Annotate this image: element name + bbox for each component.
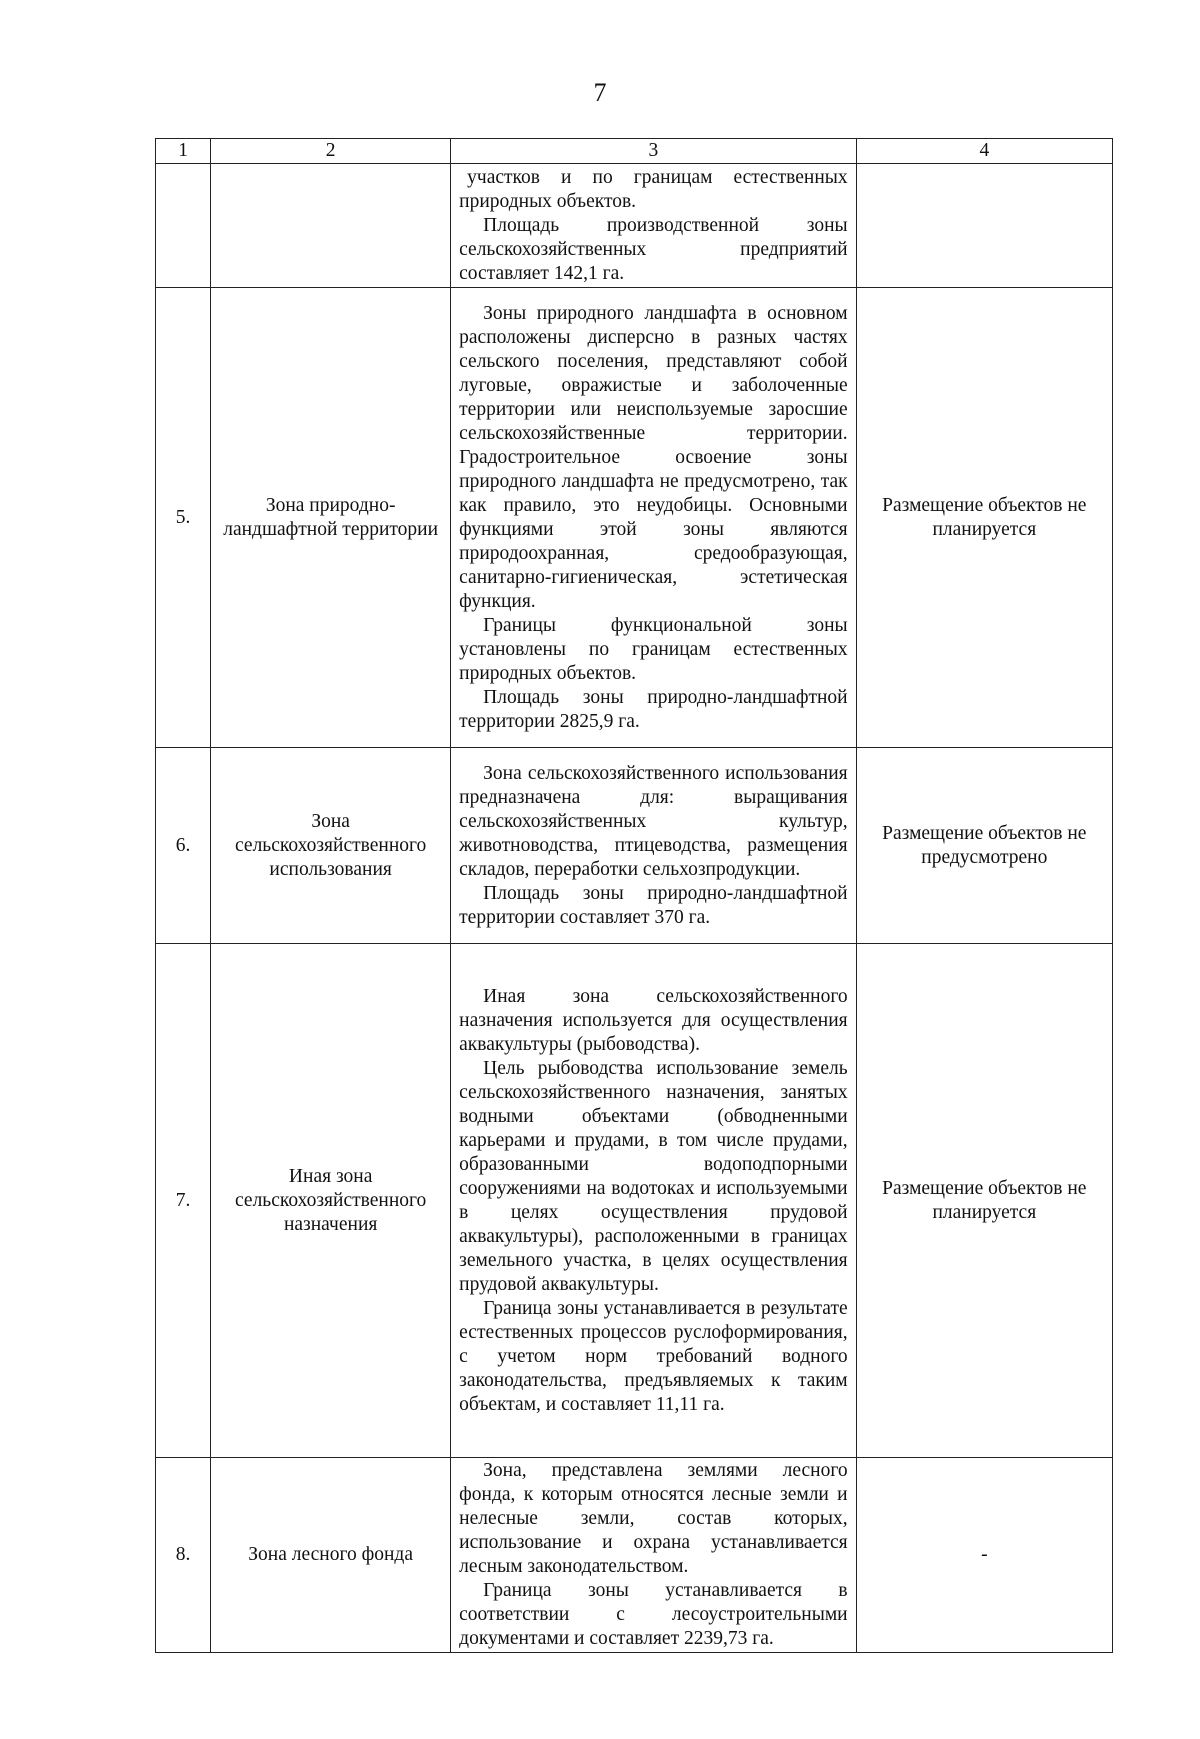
zone-description [451,944,856,1458]
placement-note: Размещение объектов не предусмотрено [856,748,1112,944]
row-number: 5. [156,288,211,748]
placement-note [856,164,1112,288]
description-paragraph: Цель рыбоводства использование земель сельскохозяйственного назначения, занятых водными объектами (обводненными карьерами и прудами, в том числе прудами, образованными водоподпорными сооружениями на водотоках и используемыми в целях осуществления прудовой аквакультуры), расположенными в границах земельного участка, в целях осуществления прудовой аквакультуры. [459,1057,848,1295]
zone-name: Зона сельскохозяйственного использования [211,748,451,944]
row-number: 6. [156,748,211,944]
description-paragraph: Площадь производственной зоны сельскохозяйственных предприятий составляет 142,1 га. [459,214,848,284]
table-row [156,944,1113,1458]
description-paragraph: Границы функциональной зоны установлены по границам естественных природных объектов. [459,614,848,684]
description-paragraph: Зоны природного ландшафта в основном расположены дисперсно в разных частях сельского поселения, представляют собой луговые, овражистые и заболоченные территории или неиспользуемые заросшие сельскохозяйственные территории. Градостроительное освоение зоны природного ландшафта не предусмотрено, так как правило, это неудобицы. Основными функциями этой зоны являются природоохранная, средообразующая, санитарно-гигиеническая, эстетическая функция. [459,302,848,612]
description-paragraph: Зона сельскохозяйственного использования предназначена для: выращивания сельскохозяйственных культур, животноводства, птицеводства, размещения складов, переработки сельхозпродукции. [459,762,848,880]
description-paragraph: участков и по границам естественных природных объектов. [459,166,848,212]
zone-name: Зона лесного фонда [211,1458,451,1653]
table-row [156,288,1113,748]
row-number: 8. [156,1458,211,1653]
zone-description [451,288,856,748]
zone-name [211,164,451,288]
row-number: 7. [156,944,211,1458]
zone-description [451,1458,856,1653]
description-paragraph: Площадь зоны природно-ландшафтной территории составляет 370 га. [459,882,848,928]
placement-note: Размещение объектов не планируется [856,944,1112,1458]
zone-description [451,164,856,288]
functional-zones-table [155,138,1113,1653]
column-header-4: 4 [856,139,1112,164]
row-number [156,164,211,288]
description-paragraph: Площадь зоны природно-ландшафтной территории 2825,9 га. [459,686,848,732]
placement-note: Размещение объектов не планируется [856,288,1112,748]
column-header-2: 2 [211,139,451,164]
page-number: 7 [593,78,607,107]
table-row [156,164,1113,288]
column-header-1: 1 [156,139,211,164]
zone-name: Иная зона сельскохозяйственного назначения [211,944,451,1458]
table-row [156,748,1113,944]
description-paragraph: Граница зоны устанавливается в результате естественных процессов руслоформирования, с учетом норм требований водного законодательства, предъявляемых к таким объектам, и составляет 11,11 га. [459,1297,848,1415]
description-paragraph: Граница зоны устанавливается в соответствии с лесоустроительными документами и составляет 2239,73 га. [459,1580,848,1649]
table-row [156,1458,1113,1653]
table-header-row [156,139,1113,164]
column-header-3: 3 [451,139,856,164]
description-paragraph: Зона, представлена землями лесного фонда, к которым относятся лесные земли и нелесные земли, состав которых, использование и охрана устанавливается лесным законодательством. [459,1460,848,1577]
zone-name: Зона природно-ландшафтной территории [211,288,451,748]
description-paragraph: Иная зона сельскохозяйственного назначения используется для осуществления аквакультуры (рыбоводства). [459,985,848,1055]
zone-description [451,748,856,944]
placement-note: - [856,1458,1112,1653]
